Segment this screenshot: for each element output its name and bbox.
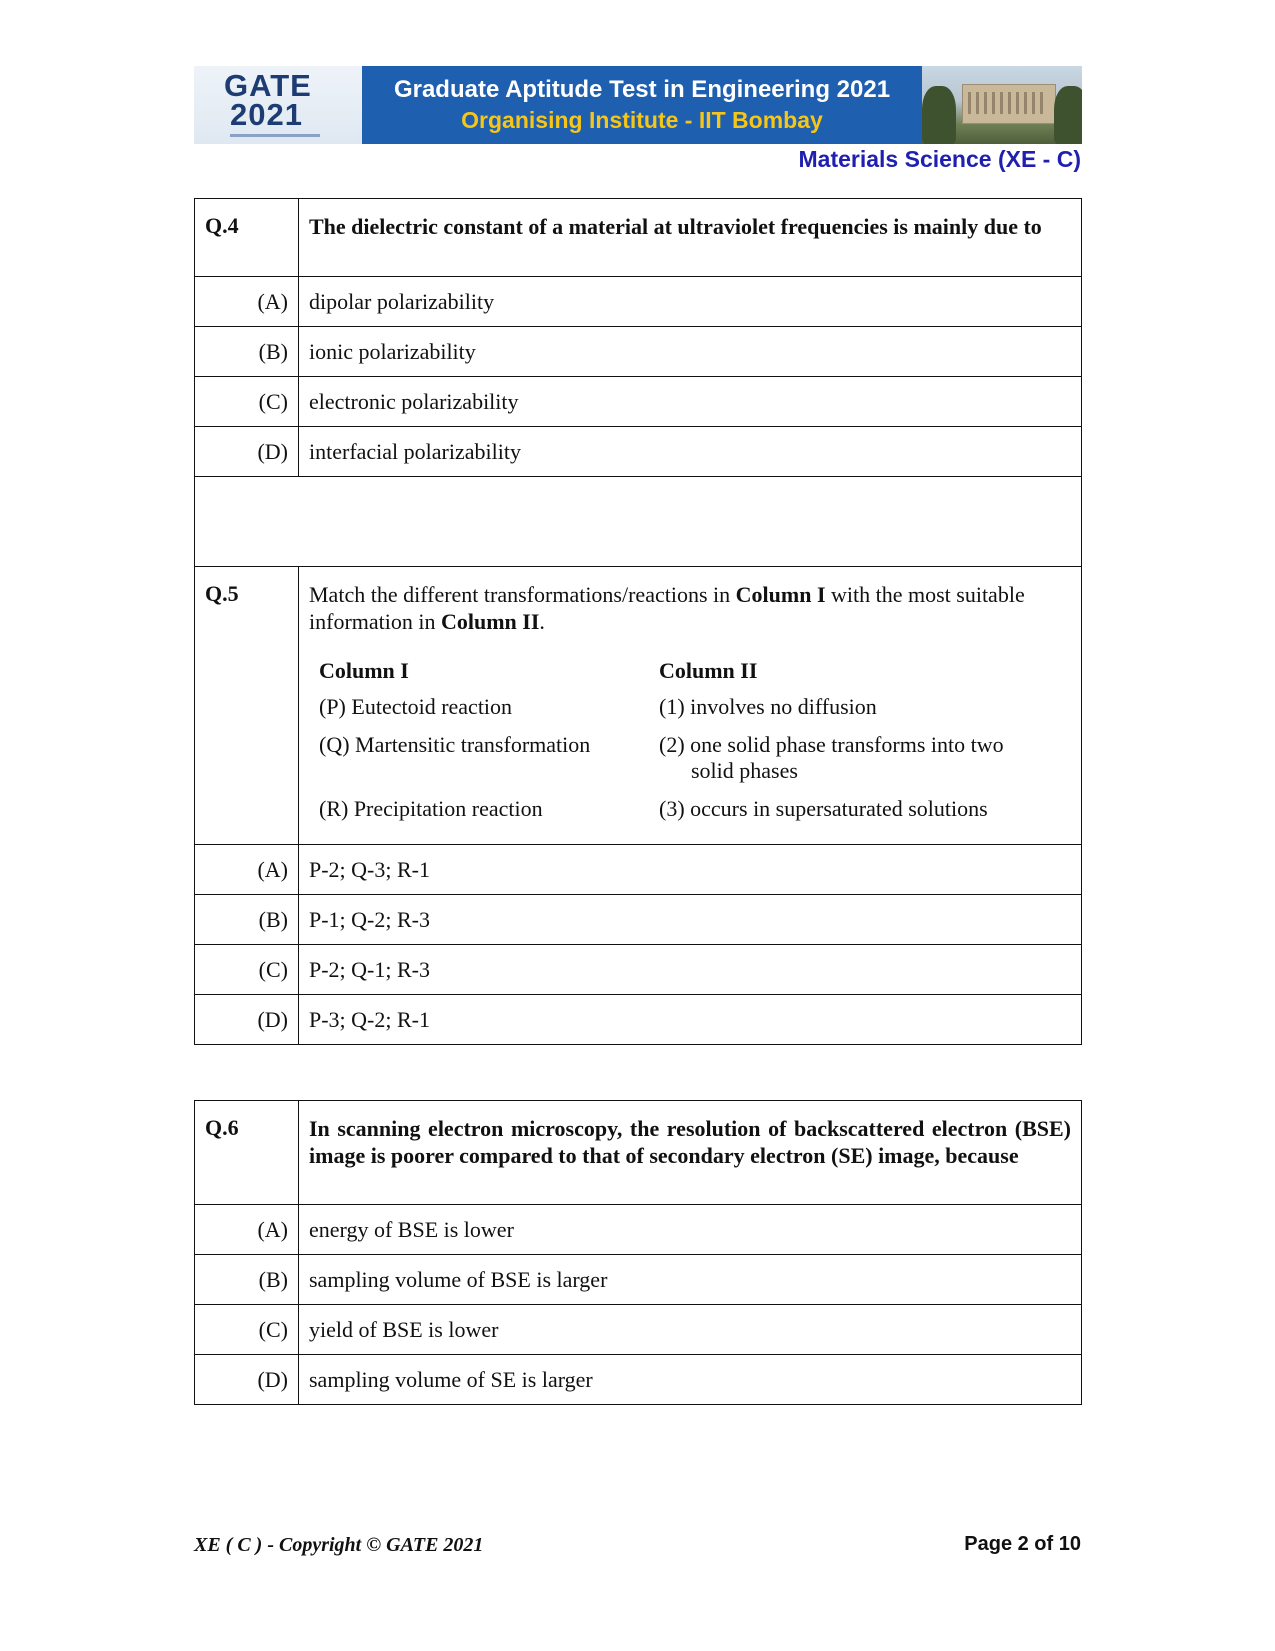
option-row bbox=[195, 1305, 1082, 1355]
column-one-item: (Q) Martensitic transformation bbox=[319, 732, 591, 757]
option-text: P-2; Q-3; R-1 bbox=[299, 845, 1082, 895]
option-text: ionic polarizability bbox=[299, 327, 1082, 377]
question-table-q4-q5 bbox=[194, 198, 1082, 1045]
question-number: Q.6 bbox=[195, 1101, 299, 1205]
option-text: interfacial polarizability bbox=[299, 427, 1082, 477]
option-text: dipolar polarizability bbox=[299, 277, 1082, 327]
header-title: Graduate Aptitude Test in Engineering 2021 bbox=[393, 76, 891, 103]
option-label: (B) bbox=[195, 1255, 299, 1305]
option-text: sampling volume of BSE is larger bbox=[299, 1255, 1082, 1305]
column-two-heading: Column II bbox=[659, 658, 758, 683]
option-label: (A) bbox=[195, 845, 299, 895]
option-label: (D) bbox=[195, 1355, 299, 1405]
option-label: (D) bbox=[195, 427, 299, 477]
stem-part: . bbox=[539, 609, 545, 634]
footer-page-number bbox=[964, 1533, 1081, 1556]
option-text: sampling volume of SE is larger bbox=[299, 1355, 1082, 1405]
stem-part: with the most suitable information in bbox=[309, 582, 1025, 634]
column-two-item: (1) involves no diffusion bbox=[659, 694, 877, 719]
question-number: Q.4 bbox=[195, 199, 299, 277]
stem-bold: Column I bbox=[735, 582, 826, 607]
option-text: energy of BSE is lower bbox=[299, 1205, 1082, 1255]
footer-copyright: XE ( C ) - Copyright © GATE 2021 bbox=[194, 1534, 484, 1556]
question-number: Q.5 bbox=[195, 567, 299, 845]
column-one-heading: Column I bbox=[319, 658, 409, 683]
column-two-item: (2) one solid phase transforms into two solid phases bbox=[659, 732, 1004, 783]
option-label: (A) bbox=[195, 1205, 299, 1255]
tree-shape bbox=[922, 86, 956, 144]
gate-logo bbox=[194, 66, 362, 144]
stem-bold: Column II bbox=[440, 609, 540, 634]
header-subtitle: Organising Institute - IIT Bombay bbox=[461, 107, 823, 133]
question-stem-text bbox=[309, 581, 1071, 635]
option-text: P-1; Q-2; R-3 bbox=[299, 895, 1082, 945]
option-label: (B) bbox=[195, 895, 299, 945]
logo-text-bottom: 2021 bbox=[230, 97, 303, 132]
option-row bbox=[195, 1205, 1082, 1255]
page-total: 10 bbox=[1058, 1533, 1081, 1555]
option-text: P-2; Q-1; R-3 bbox=[299, 945, 1082, 995]
column-one-item: (P) Eutectoid reaction bbox=[319, 694, 513, 719]
option-row bbox=[195, 945, 1082, 995]
column-one bbox=[319, 657, 659, 834]
option-label: (C) bbox=[195, 377, 299, 427]
spacer-cell bbox=[195, 477, 1082, 567]
option-row bbox=[195, 1355, 1082, 1405]
option-text: electronic polarizability bbox=[299, 377, 1082, 427]
column-one-item: (R) Precipitation reaction bbox=[319, 796, 543, 821]
option-label: (B) bbox=[195, 327, 299, 377]
campus-photo bbox=[922, 66, 1082, 144]
option-row bbox=[195, 995, 1082, 1045]
option-row bbox=[195, 377, 1082, 427]
option-row bbox=[195, 895, 1082, 945]
option-row bbox=[195, 1255, 1082, 1305]
option-row bbox=[195, 427, 1082, 477]
option-label: (D) bbox=[195, 995, 299, 1045]
option-label: (C) bbox=[195, 1305, 299, 1355]
spacer-row bbox=[195, 477, 1082, 567]
option-label: (A) bbox=[195, 277, 299, 327]
subject-title: Materials Science (XE - C) bbox=[798, 146, 1081, 172]
page-middle: of bbox=[1028, 1533, 1059, 1555]
logo-text-top: GATE bbox=[224, 68, 312, 103]
question-row bbox=[195, 199, 1082, 277]
page-prefix: Page bbox=[964, 1533, 1018, 1555]
option-row bbox=[195, 327, 1082, 377]
option-row bbox=[195, 277, 1082, 327]
column-two-item: (3) occurs in supersaturated solutions bbox=[659, 796, 988, 821]
page-current: 2 bbox=[1017, 1533, 1029, 1555]
header-title-box bbox=[362, 66, 922, 144]
question-row bbox=[195, 1101, 1082, 1205]
question-table-q6 bbox=[194, 1100, 1082, 1405]
building-windows bbox=[968, 92, 1048, 114]
column-two bbox=[659, 657, 1039, 834]
match-columns bbox=[309, 657, 1071, 834]
question-stem bbox=[299, 567, 1082, 845]
question-stem: The dielectric constant of a material at ultraviolet frequencies is mainly due to bbox=[299, 199, 1082, 277]
question-stem: In scanning electron microscopy, the resolution of backscattered electron (BSE) image is poorer compared to that of secondary electron (SE) image, because bbox=[299, 1101, 1082, 1205]
tree-shape bbox=[1054, 86, 1082, 144]
stem-part: Match the different transformations/reactions in bbox=[309, 582, 736, 607]
option-text: P-3; Q-2; R-1 bbox=[299, 995, 1082, 1045]
logo-tagline-bar bbox=[230, 134, 320, 137]
header-banner bbox=[194, 66, 1082, 144]
option-label: (C) bbox=[195, 945, 299, 995]
option-text: yield of BSE is lower bbox=[299, 1305, 1082, 1355]
question-row bbox=[195, 567, 1082, 845]
option-row bbox=[195, 845, 1082, 895]
